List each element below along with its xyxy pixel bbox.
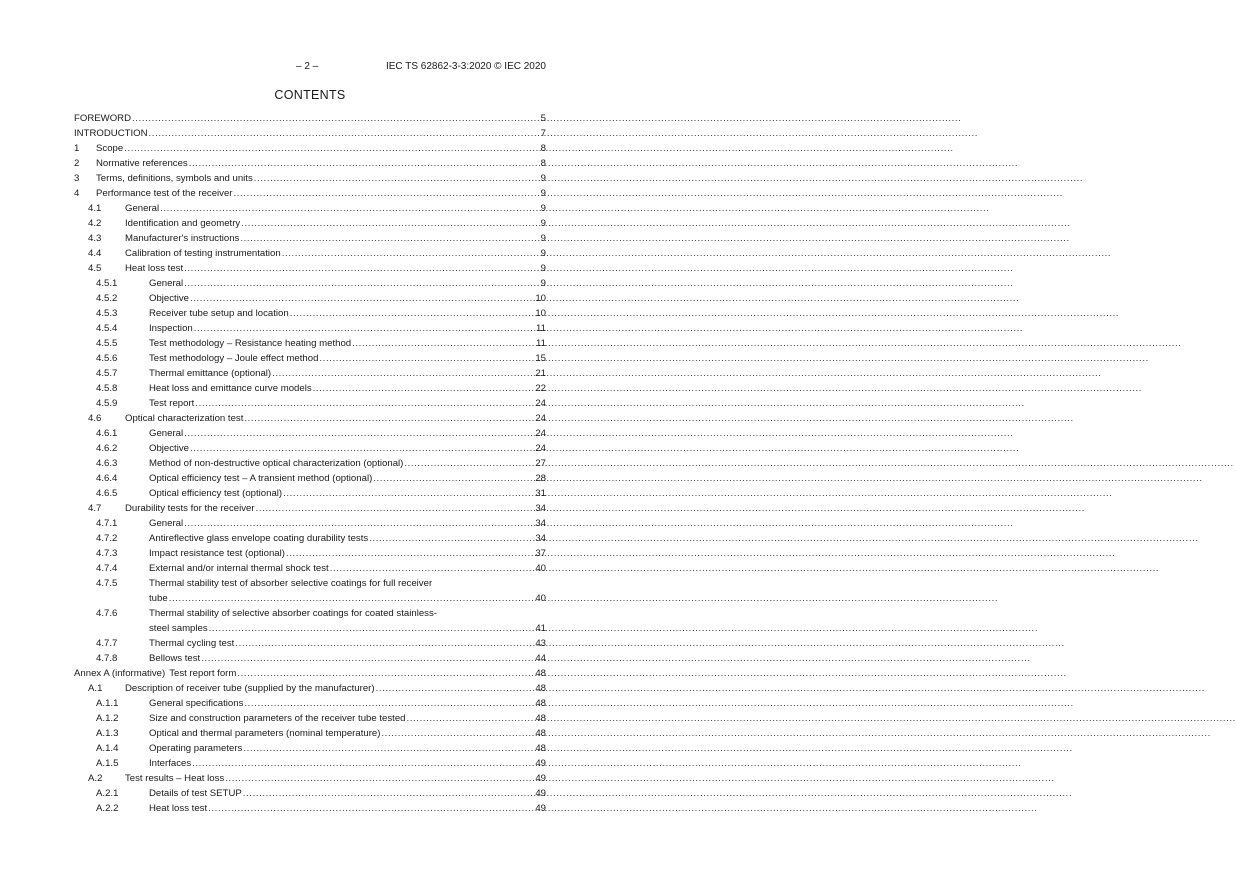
toc-entry-number: 4.7.7 [96, 637, 118, 649]
toc-entry-number: 4.5.2 [96, 292, 118, 304]
dot-leader [352, 338, 535, 350]
toc-entry[interactable] [74, 486, 546, 501]
toc-entry-title: Method of non-destructive optical characterization (optional) [149, 457, 404, 469]
toc-entry-title: Normative references [96, 157, 188, 169]
toc-entry-number: 4.5.4 [96, 322, 118, 334]
toc-entry-title: Operating parameters [149, 742, 243, 754]
toc-entry-number: 4.7.3 [96, 547, 118, 559]
dot-leader [201, 653, 534, 665]
toc-entry-page: 49 [535, 787, 546, 799]
dot-leader [330, 563, 535, 575]
toc-entry-title: Test methodology – Joule effect method [149, 352, 319, 364]
dot-leader [290, 308, 535, 320]
toc-entry-page: 21 [535, 367, 546, 379]
toc-entry-number: 4.7 [88, 502, 102, 514]
toc-entry-page: 8 [540, 157, 546, 169]
toc-entry-number: 4.6.4 [96, 472, 118, 484]
dot-leader [283, 488, 534, 500]
toc-entry-page: 24 [535, 397, 546, 409]
toc-entry-page: 49 [535, 802, 546, 814]
toc-entry-number: 4.5.5 [96, 337, 118, 349]
toc-entry[interactable] [74, 591, 546, 606]
dot-leader [194, 323, 535, 335]
toc-entry[interactable] [74, 276, 546, 291]
dot-leader [240, 233, 539, 245]
toc-entry[interactable] [74, 561, 546, 576]
toc-entry-title: General specifications [149, 697, 244, 709]
toc-entry-number: 4.5 [88, 262, 102, 274]
toc-entry-title: Heat loss test [125, 262, 184, 274]
toc-entry-title: General [149, 277, 184, 289]
toc-entry-title: External and/or internal thermal shock test [149, 562, 329, 574]
toc-entry[interactable] [74, 741, 546, 756]
toc-entry[interactable] [74, 126, 546, 141]
dot-leader [160, 203, 540, 215]
document-reference: IEC TS 62862-3-3:2020 © IEC 2020 [385, 61, 546, 72]
toc-entry[interactable] [74, 246, 546, 261]
toc-entry[interactable] [74, 636, 546, 651]
toc-entry-number: 4.3 [88, 232, 102, 244]
toc-entry-page: 48 [535, 682, 546, 694]
toc-entry[interactable] [74, 501, 546, 516]
dot-leader [234, 188, 540, 200]
toc-entry-number: A.1.3 [96, 727, 119, 739]
toc-entry-number: 3 [74, 172, 80, 184]
toc-entry[interactable] [74, 456, 546, 471]
toc-entry-number: A.1.5 [96, 757, 119, 769]
dot-leader [190, 293, 534, 305]
dot-leader [149, 128, 540, 140]
toc-entry-title: steel samples [149, 622, 208, 634]
toc-entry-page: 28 [535, 472, 546, 484]
toc-entry-title: Receiver tube setup and location [149, 307, 289, 319]
dot-leader [254, 173, 540, 185]
toc-entry-page: 9 [540, 172, 546, 184]
toc-entry-page: 48 [535, 727, 546, 739]
toc-entry-page: 9 [540, 217, 546, 229]
toc-entry-number: 4.5.9 [96, 397, 118, 409]
dot-leader [244, 698, 534, 710]
toc-entry-title: Identification and geometry [125, 217, 241, 229]
contents-title: CONTENTS [274, 88, 346, 102]
toc-entry[interactable] [74, 336, 546, 351]
toc-entry-title: Details of test SETUP [149, 787, 242, 799]
toc-entry[interactable] [74, 546, 546, 561]
toc-entry[interactable] [74, 801, 546, 816]
dot-leader [195, 398, 534, 410]
toc-entry-number: 4.2 [88, 217, 102, 229]
dot-leader [225, 773, 534, 785]
toc-entry-number: 4.5.6 [96, 352, 118, 364]
toc-entry[interactable] [74, 621, 546, 636]
toc-entry-number: 1 [74, 142, 80, 154]
toc-entry-page: 10 [535, 307, 546, 319]
toc-entry[interactable] [74, 216, 546, 231]
toc-entry-page: 48 [535, 697, 546, 709]
toc-entry-number: 4.7.5 [96, 577, 118, 589]
toc-entry-title: Inspection [149, 322, 193, 334]
toc-entry-title: Antireflective glass envelope coating durability tests [149, 532, 369, 544]
toc-entry-page: 31 [535, 487, 546, 499]
dot-leader [243, 788, 535, 800]
toc-entry-page: 10 [535, 292, 546, 304]
toc-entry-title: Optical and thermal parameters (nominal temperature) [149, 727, 381, 739]
dot-leader [192, 758, 534, 770]
toc-entry-title: Scope [96, 142, 124, 154]
dot-leader [190, 443, 534, 455]
dot-leader [237, 668, 534, 680]
toc-entry-page: 27 [535, 457, 546, 469]
toc-entry[interactable] [74, 201, 546, 216]
dot-leader [209, 623, 535, 635]
toc-entry-page: 48 [535, 712, 546, 724]
toc-entry-page: 9 [540, 277, 546, 289]
toc-entry-number: 4.6 [88, 412, 102, 424]
toc-entry-page: 37 [535, 547, 546, 559]
dot-leader [124, 143, 539, 155]
dot-leader [373, 473, 534, 485]
toc-entry-number: 4.7.1 [96, 517, 118, 529]
toc-entry-title: INTRODUCTION [74, 127, 148, 139]
toc-entry[interactable] [74, 426, 546, 441]
dot-leader [272, 368, 534, 380]
page-header [0, 60, 620, 74]
toc-entry[interactable] [74, 291, 546, 306]
toc-entry[interactable] [74, 771, 546, 786]
toc-entry[interactable] [74, 696, 546, 711]
toc-entry-number: 4.6.5 [96, 487, 118, 499]
toc-entry-page: 44 [535, 652, 546, 664]
toc-entry-title: Objective [149, 292, 189, 304]
toc-entry[interactable] [74, 366, 546, 381]
toc-entry-number: 4.7.8 [96, 652, 118, 664]
toc-entry-number: 4.4 [88, 247, 102, 259]
toc-entry-page: 24 [535, 412, 546, 424]
dot-leader [184, 263, 540, 275]
dot-leader [189, 158, 540, 170]
toc-entry[interactable] [74, 231, 546, 246]
toc-entry-title: Heat loss test [149, 802, 208, 814]
toc-entry[interactable] [74, 531, 546, 546]
toc-entry-page: 24 [535, 442, 546, 454]
dot-leader [369, 533, 534, 545]
toc-entry-number: 4.7.4 [96, 562, 118, 574]
toc-entry-page: 22 [535, 382, 546, 394]
toc-entry[interactable] [74, 756, 546, 771]
toc-entry[interactable] [74, 261, 546, 276]
toc-entry-title: Thermal stability test of absorber selective coatings for full receiver [149, 577, 433, 589]
toc-entry[interactable] [74, 156, 546, 171]
toc-entry[interactable] [74, 186, 546, 201]
toc-entry-page: 34 [535, 517, 546, 529]
toc-entry-title: Manufacturer's instructions [125, 232, 240, 244]
toc-entry-title: Thermal emittance (optional) [149, 367, 272, 379]
dot-leader [184, 518, 534, 530]
dot-leader [184, 428, 534, 440]
dot-leader [376, 683, 535, 695]
toc-entry-title: Description of receiver tube (supplied by the manufacturer) [125, 682, 375, 694]
toc-entry[interactable] [74, 141, 546, 156]
toc-entry[interactable] [74, 396, 546, 411]
toc-entry-page: 9 [540, 232, 546, 244]
toc-entry-number: A.1.4 [96, 742, 119, 754]
toc-entry-page: 9 [540, 262, 546, 274]
toc-entry-number: A.1.1 [96, 697, 119, 709]
dot-leader [235, 638, 534, 650]
toc-entry-page: 34 [535, 502, 546, 514]
toc-entry-title: Interfaces [149, 757, 192, 769]
toc-entry-title: Test report form [169, 667, 237, 679]
toc-entry-number: Annex A (informative) [74, 667, 166, 679]
toc-entry-page: 15 [535, 352, 546, 364]
toc-entry-page: 8 [540, 142, 546, 154]
toc-entry-number: 4.1 [88, 202, 102, 214]
toc-entry-line[interactable] [74, 606, 546, 621]
toc-entry-page: 48 [535, 742, 546, 754]
toc-entry-number: A.2 [88, 772, 103, 784]
toc-entry-number: 4.5.8 [96, 382, 118, 394]
toc-entry[interactable] [74, 681, 546, 696]
toc-entry-number: 4.5.3 [96, 307, 118, 319]
toc-entry-title: Thermal stability of selective absorber coatings for coated stainless- [149, 607, 437, 619]
toc-entry-title: Durability tests for the receiver [125, 502, 255, 514]
toc-entry-number: A.1 [88, 682, 103, 694]
toc-entry[interactable] [74, 516, 546, 531]
toc-entry[interactable] [74, 111, 546, 126]
toc-entry-title: Test results – Heat loss [125, 772, 225, 784]
toc-entry-title: tube [149, 592, 168, 604]
toc-entry-line[interactable] [74, 576, 546, 591]
dot-leader [282, 248, 540, 260]
dot-leader [132, 113, 540, 125]
toc-entry-number: 4.6.3 [96, 457, 118, 469]
toc-entry-title: Optical efficiency test (optional) [149, 487, 283, 499]
dot-leader [244, 413, 534, 425]
toc-entry-page: 9 [540, 202, 546, 214]
toc-entry-page: 7 [540, 127, 546, 139]
toc-entry-page: 41 [535, 622, 546, 634]
toc-entry[interactable] [74, 171, 546, 186]
dot-leader [241, 218, 539, 230]
dot-leader [313, 383, 535, 395]
toc-entry-number: 4.6.2 [96, 442, 118, 454]
toc-entry-number: 2 [74, 157, 80, 169]
toc-entry-title: Calibration of testing instrumentation [125, 247, 281, 259]
dot-leader [208, 803, 534, 815]
toc-entry-number: A.2.1 [96, 787, 119, 799]
toc-entry-title: Heat loss and emittance curve models [149, 382, 312, 394]
dot-leader [243, 743, 534, 755]
toc-entry-page: 40 [535, 562, 546, 574]
toc-entry-title: Terms, definitions, symbols and units [96, 172, 253, 184]
dot-leader [286, 548, 534, 560]
toc-entry-page: 40 [535, 592, 546, 604]
toc-entry-title: Size and construction parameters of the receiver tube tested [149, 712, 406, 724]
toc-entry[interactable] [74, 666, 546, 681]
toc-entry-title: Optical efficiency test – A transient method (optional) [149, 472, 373, 484]
toc-entry-page: 11 [536, 322, 546, 334]
toc-entry-number: 4 [74, 187, 80, 199]
toc-entry-title: Performance test of the receiver [96, 187, 233, 199]
toc-entry-page: 49 [535, 757, 546, 769]
page-number: – 2 – [296, 61, 319, 72]
dot-leader [169, 593, 535, 605]
toc-entry-number: 4.5.1 [96, 277, 118, 289]
toc-entry-page: 49 [535, 772, 546, 784]
toc-entry[interactable] [74, 726, 546, 741]
dot-leader [404, 458, 534, 470]
toc-entry[interactable] [74, 471, 546, 486]
toc-entry[interactable] [74, 441, 546, 456]
table-of-contents [74, 111, 546, 816]
toc-entry-page: 9 [540, 247, 546, 259]
toc-entry-number: 4.7.2 [96, 532, 118, 544]
toc-entry-page: 48 [535, 667, 546, 679]
dot-leader [184, 278, 540, 290]
toc-entry-page: 5 [540, 112, 546, 124]
toc-entry-page: 24 [535, 427, 546, 439]
toc-entry-page: 11 [536, 337, 546, 349]
dot-leader [256, 503, 535, 515]
toc-entry-page: 9 [540, 187, 546, 199]
toc-entry-title: Test report [149, 397, 195, 409]
toc-entry-title: Bellows test [149, 652, 201, 664]
toc-entry-title: Impact resistance test (optional) [149, 547, 285, 559]
toc-entry-title: FOREWORD [74, 112, 132, 124]
toc-entry-number: 4.6.1 [96, 427, 118, 439]
toc-entry[interactable] [74, 711, 546, 726]
toc-entry[interactable] [74, 381, 546, 396]
toc-entry[interactable] [74, 786, 546, 801]
toc-entry[interactable] [74, 321, 546, 336]
toc-entry[interactable] [74, 411, 546, 426]
toc-entry-title: Test methodology – Resistance heating method [149, 337, 352, 349]
toc-entry-page: 43 [535, 637, 546, 649]
toc-entry[interactable] [74, 351, 546, 366]
toc-entry-number: 4.7.6 [96, 607, 118, 619]
toc-entry-title: Optical characterization test [125, 412, 244, 424]
dot-leader [407, 713, 535, 725]
dot-leader [381, 728, 534, 740]
toc-entry-page: 34 [535, 532, 546, 544]
dot-leader [319, 353, 534, 365]
toc-entry-number: 4.5.7 [96, 367, 118, 379]
toc-entry[interactable] [74, 651, 546, 666]
toc-entry[interactable] [74, 306, 546, 321]
toc-entry-title: General [149, 517, 184, 529]
toc-entry-title: Thermal cycling test [149, 637, 235, 649]
toc-entry-number: A.2.2 [96, 802, 119, 814]
toc-entry-title: General [125, 202, 160, 214]
toc-entry-title: General [149, 427, 184, 439]
toc-entry-title: Objective [149, 442, 189, 454]
toc-entry-number: A.1.2 [96, 712, 119, 724]
